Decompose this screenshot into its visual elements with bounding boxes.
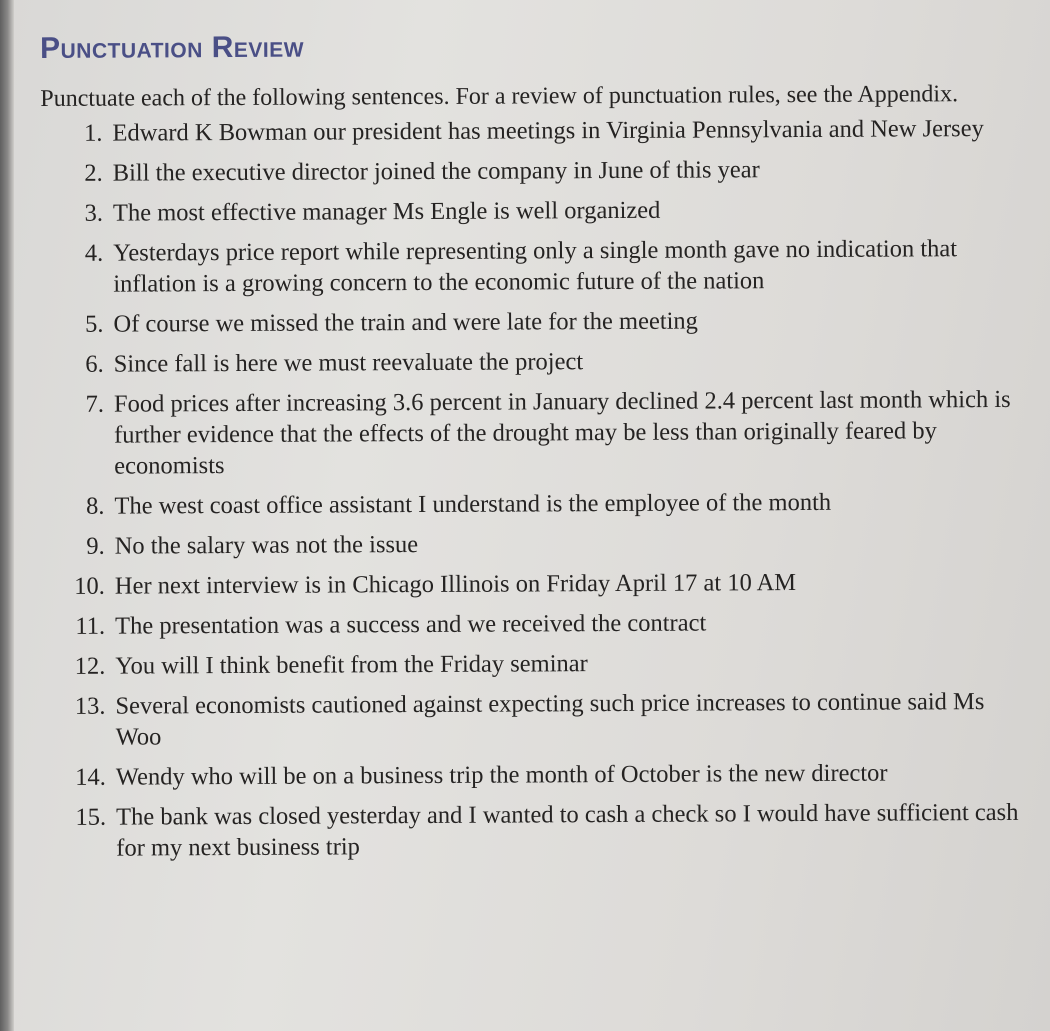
item-sentence: Edward K Bowman our president has meetings in Virginia Pennsylvania and New Jersey: [112, 115, 984, 147]
item-sentence: Food prices after increasing 3.6 percent in January declined 2.4 percent last month which is further evidence that the effects of the drought may be less than originally feared by economists: [113, 385, 1011, 480]
item-number: 6.: [85, 350, 104, 378]
item-number: 10.: [74, 572, 105, 600]
exercise-item: [43, 566, 1028, 602]
exercise-item: [41, 304, 1026, 340]
item-sentence: The presentation was a success and we received the contract: [115, 609, 707, 640]
item-number: 1.: [84, 119, 103, 147]
item-sentence: Yesterdays price report while representing only a single month gave no indication that inflation is a growing concern to the economic future of the nation: [113, 235, 958, 298]
exercise-item: [42, 486, 1027, 522]
item-sentence: Bill the executive director joined the company in June of this year: [112, 156, 760, 187]
exercise-item: [43, 606, 1028, 642]
exercise-section: [40, 29, 1029, 873]
section-heading: Punctuation Review: [39, 30, 305, 65]
exercise-list: [40, 113, 1029, 864]
exercise-item: [42, 384, 1027, 482]
item-number: 14.: [75, 763, 106, 791]
exercise-item: [43, 686, 1028, 753]
item-sentence: No the salary was not the issue: [114, 531, 419, 560]
item-number: 3.: [84, 199, 104, 227]
exercise-item: [40, 113, 1025, 149]
exercise-item: [42, 344, 1027, 380]
exercise-item: [43, 526, 1028, 562]
exercise-item: [44, 797, 1029, 864]
exercise-item: [41, 153, 1026, 189]
item-number: 13.: [74, 692, 106, 720]
exercise-item: [44, 757, 1029, 793]
item-sentence: Since fall is here we must reevaluate the project: [113, 348, 584, 378]
exercise-item: [41, 193, 1026, 229]
item-number: 2.: [84, 159, 103, 187]
item-sentence: The bank was closed yesterday and I wanted to cash a check so I would have sufficient cash for my next business trip: [116, 798, 1019, 862]
item-number: 8.: [86, 492, 105, 520]
exercise-item: [43, 646, 1028, 682]
instructions: Punctuate each of the following sentences. For a review of punctuation rules, see the Appendix.: [40, 81, 959, 112]
item-number: 11.: [75, 612, 106, 640]
item-number: 4.: [84, 239, 104, 267]
item-sentence: Of course we missed the train and were late for the meeting: [113, 307, 698, 338]
item-number: 12.: [74, 652, 106, 680]
item-sentence: The most effective manager Ms Engle is well organized: [112, 196, 661, 227]
item-number: 15.: [75, 803, 107, 831]
item-sentence: The west coast office assistant I understand is the employee of the month: [114, 488, 832, 520]
item-number: 7.: [85, 390, 105, 418]
item-number: 5.: [85, 310, 104, 338]
item-sentence: Her next interview is in Chicago Illinois on Friday April 17 at 10 AM: [114, 569, 797, 600]
item-sentence: Wendy who will be on a business trip the month of October is the new director: [115, 759, 888, 791]
exercise-item: [41, 233, 1026, 300]
item-sentence: You will I think benefit from the Friday seminar: [115, 650, 588, 680]
item-sentence: Several economists cautioned against expecting such price increases to continue said Ms Woo: [115, 688, 985, 751]
item-number: 9.: [86, 532, 105, 560]
page-binding-edge: [0, 0, 14, 1031]
